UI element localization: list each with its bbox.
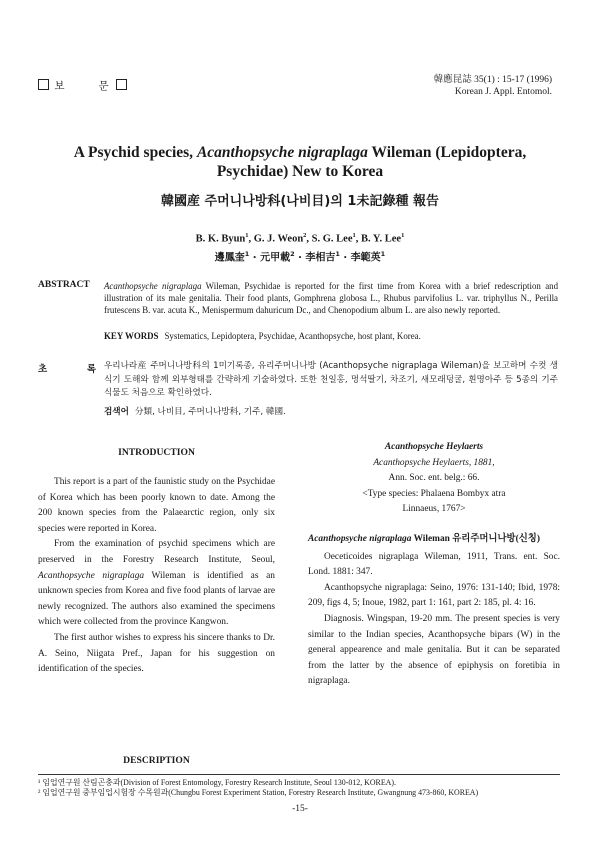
- paper-title-korean: 韓國産 주머니나방科(나비目)의 1未記錄種 報告: [161, 194, 439, 209]
- checkbox-icon: [116, 79, 127, 90]
- korean-abstract-label: 초 록: [38, 364, 96, 375]
- section-label: 보 문: [38, 78, 127, 93]
- species-heading: Acanthopsyche nigraplaga Wileman 유리주머니나방(신칭): [308, 533, 540, 544]
- footnotes: ¹ 임업연구원 산림곤충과(Division of Forest Entomology, Forestry Research Institute, Seoul 130-012, KOREA). ² 임업연구원 중부임업시험장 수목원과(Chungbu Forest Experiment Station, Forestry Research Institute, Gwangnung 473-860, KOREA): [38, 778, 479, 797]
- journal-citation: 韓應昆誌 35(1) : 15-17 (1996) Korean J. Appl. Entomol.: [433, 75, 552, 97]
- abstract-label: ABSTRACT: [38, 280, 90, 290]
- description-body: Acanthopsyche Heylaerts Acanthopsyche Heylaerts, 1881, Ann. Soc. ent. belg.: 66. <Type species: Phalaena Bombyx atra Linnaeus, 1767> Acanthopsyche nigraplaga Wileman 유리주머니나방(신칭) Oeceticoides nigraplaga Wileman, 1911, Trans. ent. Soc. Lond. 1881: 347. Acanthopsyche nigraplaga: Seino, 1976: 131-140; Ibid, 1978: 209, figs 4, 5; Inoue, 1982, part 1: 161, part 2: 185, pl. 4: 16. Diagnosis. Wingspan, 19-20 mm. The present species is very similar to the Indian species, Acanthopsyche bipars (W) in the general appearence and male genitalia. But it can be separated from the latter by the absence of epiphysis on foretibia in nigraplaga.: [308, 442, 560, 687]
- checkbox-icon: [38, 79, 49, 90]
- author-list-korean: 邊鳳奎$^1$ · 元甲載$^2$ · 李相吉$^1$ · 李範英$^1$: [214, 249, 386, 263]
- abstract-text: Acanthopsyche nigraplaga Wileman, Psychidae is reported for the first time from Korea with a brief redescription and illustration of its male genitalia. Their food plants, Gomphrena globosa L., Rhubus parvifolius L. var. triphyllus N., Perilla frutescens B. var. acuta K., Menispermum dahuricum Dc., and Chenopodium album L. are also newly reported.: [104, 281, 559, 315]
- korean-keywords: 검색어 分類, 나비目, 주머니나방科, 기주, 韓國.: [104, 407, 286, 417]
- author-list: B. K. Byun$^1$, G. J. Weon$^2$, S. G. Lee$^1$, B. Y. Lee$^1$ 邊鳳奎$^1$ · 元甲載$^2$ · 李相吉$^1$ · 李範英$^1$: [40, 228, 560, 265]
- introduction-body: This report is a part of the faunistic study on the Psychidae of Korea which has been poorly known to date. Among the 200 known species from the Palaearctic region, only six species were reported in Korea. From the examination of psychid specimens which are preserved in the Forestry Research Institute, Seoul, Acanthopsyche nigraplaga Wileman is identified as an unknown species from Korea and five food plants of larvae are newly recognized. The authors also examined the specimens which were collected from the province Kangwon. The first author wishes to express his sincere thanks to Dr. A. Seino, Niigata Pref., Japan for his suggestion on identification of the species.: [38, 477, 275, 675]
- genus-heading: Acanthopsyche Heylaerts: [384, 442, 484, 452]
- keywords: KEY WORDS Systematics, Lepidoptera, Psychidae, Acanthopsyche, host plant, Korea.: [104, 331, 421, 341]
- introduction-heading: INTRODUCTION: [118, 447, 195, 458]
- korean-abstract-text: 우리나라産 주머니나방科의 1미기록종, 유리주머니나방 (Acanthopsyche nigraplaga Wileman)을 보고하며 수컷 생식기 도해와 함께 외부형태를 간략하게 기술하였다. 또한 천일홍, 멍석딸기, 차조기, 새모래덩굴, 흰명아주 등 5종의 기주식물도 처음으로 확인하였다.: [104, 361, 558, 398]
- page-number: -15-: [292, 804, 308, 814]
- description-heading: DESCRIPTION: [123, 755, 190, 766]
- paper-title: A Psychid species, Acanthopsyche nigraplaga Wileman (Lepidoptera, Psychidae) New to Korea: [73, 144, 527, 180]
- footnote-divider: [38, 774, 560, 775]
